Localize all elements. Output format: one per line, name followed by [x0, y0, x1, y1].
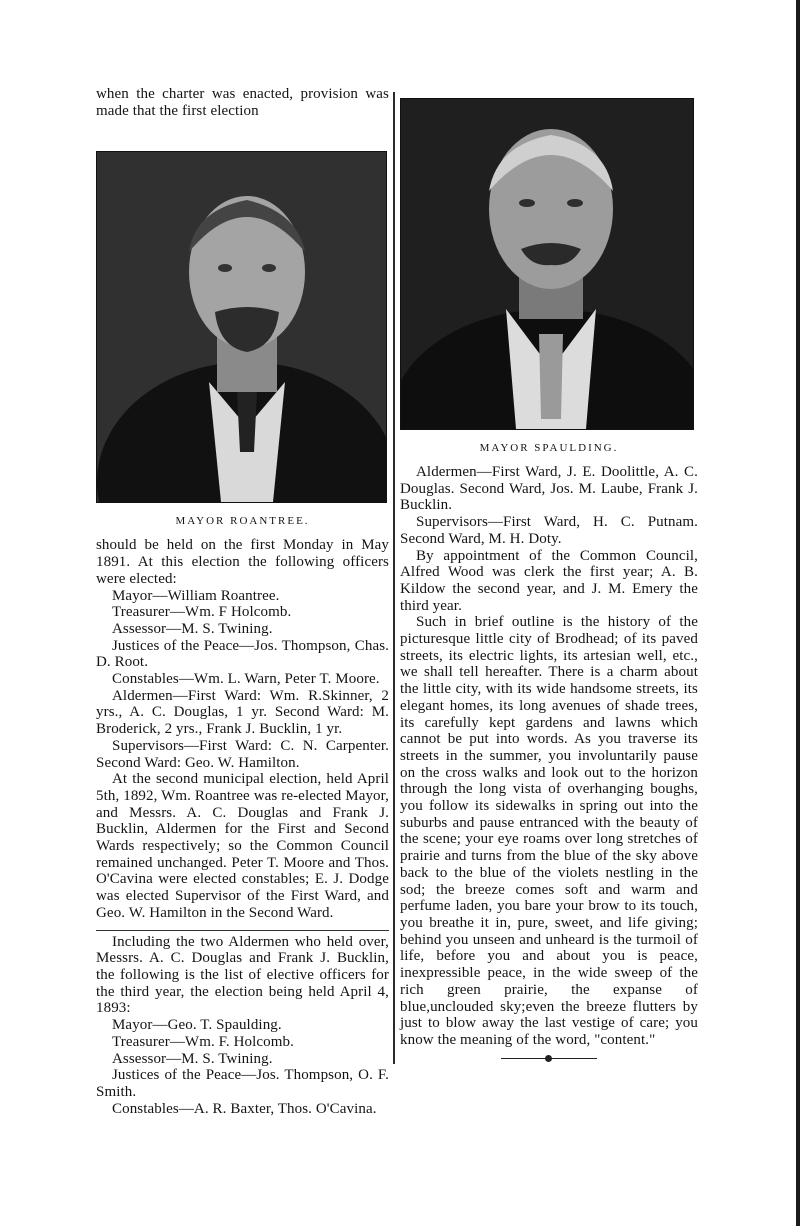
- section-separator: [96, 930, 389, 931]
- paragraph: Mayor—William Roantree.: [112, 587, 280, 604]
- paragraph: Assessor—M. S. Twining.: [112, 620, 273, 637]
- paragraph: should be held on the first Monday in May 1891. At this election the following officers were elected:: [96, 537, 389, 587]
- paragraph: Aldermen—First Ward: Wm. R.Skinner, 2 yrs., A. C. Douglas, 1 yr. Second Ward: M. Broderick, 2 yrs., Frank J. Bucklin, 1 yr.: [96, 687, 389, 738]
- intro-text: when the charter was enacted, provision was made that the first election: [96, 86, 389, 119]
- paragraph: By appointment of the Common Council, Alfred Wood was clerk the first year; A. B. Kildow the second year, and J. M. Emery the third year.: [400, 547, 698, 614]
- caption-spaulding: MAYOR SPAULDING.: [479, 442, 619, 454]
- portrait-roantree-image: [97, 152, 386, 502]
- paragraph: Supervisors—First Ward, H. C. Putnam. Second Ward, M. H. Doty.: [400, 514, 698, 547]
- caption-roantree: MAYOR ROANTREE.: [175, 515, 310, 528]
- portrait-spaulding-image: [401, 99, 693, 429]
- paragraph: Aldermen—First Ward, J. E. Doolittle, A. C. Douglas. Second Ward, Jos. M. Laube, Frank J. Bucklin.: [400, 464, 698, 514]
- paragraph: Including the two Aldermen who held over, Messrs. A. C. Douglas and Frank J. Bucklin, the following is the list of elective officers for the third year, the election being held April 4, 1893:: [96, 933, 389, 1017]
- portrait-roantree: [96, 151, 387, 503]
- paragraph: Treasurer—Wm. F. Holcomb.: [112, 1033, 294, 1050]
- column-rule: [393, 92, 395, 1064]
- paragraph: Justices of the Peace—Jos. Thompson, Chas. D. Root.: [96, 637, 389, 671]
- end-ornament: [501, 1055, 597, 1063]
- ornament-dot: [545, 1055, 552, 1062]
- paragraph: Supervisors—First Ward: C. N. Carpenter. Second Ward: Geo. W. Hamilton.: [96, 737, 389, 771]
- paragraph: Such in brief outline is the history of the picturesque little city of Brodhead; of its paved streets, its electric lights, its artesian well, etc., we shall tell hereafter. There is a charm about the little city, with its wide handsome streets, its elegant homes, its long avenues of shade trees, its carefully kept gardens and lawns which cannot be put into words. As you traverse its streets in the summer, you involuntarily pause on the cross walks and look out to the horizon through the long vista of overhanging boughs, you follow its sidewalks in spring out into the suburbs and pause entranced with the beauty of the scene; your eye roams over long stretches of prairie and turns from the blue of the sky above back to the blue of the violets nestling in the sod; the breeze comes soft and warm and perfume laden, you bare your brow to its touch, you breathe it in, pure, sweet, and life giving; behind you unseen and unheard is the turmoil of life, before you and about you is peace, inexpressible peace, in the wide sweep of the rich green prairie, the expanse of blue,unclouded sky;even the breeze flutters by just to blow away the last vestige of care; you know the meaning of the word, "content.": [400, 614, 698, 1048]
- paragraph: At the second municipal election, held April 5th, 1892, Wm. Roantree was re-elected Mayor, and Messrs. A. C. Douglas and Frank J. Bucklin, Aldermen for the First and Second Wards respectively; so the Common Council remained unchanged. Peter T. Moore and Thos. O'Cavina were elected constables; E. J. Dodge was elected Supervisor of the First Ward, and Geo. W. Hamilton in the Second Ward.: [96, 771, 389, 921]
- paragraph: Constables—A. R. Baxter, Thos. O'Cavina.: [112, 1100, 377, 1117]
- left-column: [96, 86, 389, 1117]
- paragraph: Justices of the Peace—Jos. Thompson, O. F. Smith.: [96, 1067, 389, 1100]
- paragraph: Assessor—M. S. Twining.: [112, 1050, 273, 1067]
- portrait-spaulding: [400, 98, 694, 430]
- paragraph: Mayor—Geo. T. Spaulding.: [112, 1017, 282, 1034]
- right-column: [400, 86, 698, 1063]
- paragraph: Treasurer—Wm. F Holcomb.: [112, 604, 292, 621]
- paragraph: Constables—Wm. L. Warn, Peter T. Moore.: [112, 671, 380, 688]
